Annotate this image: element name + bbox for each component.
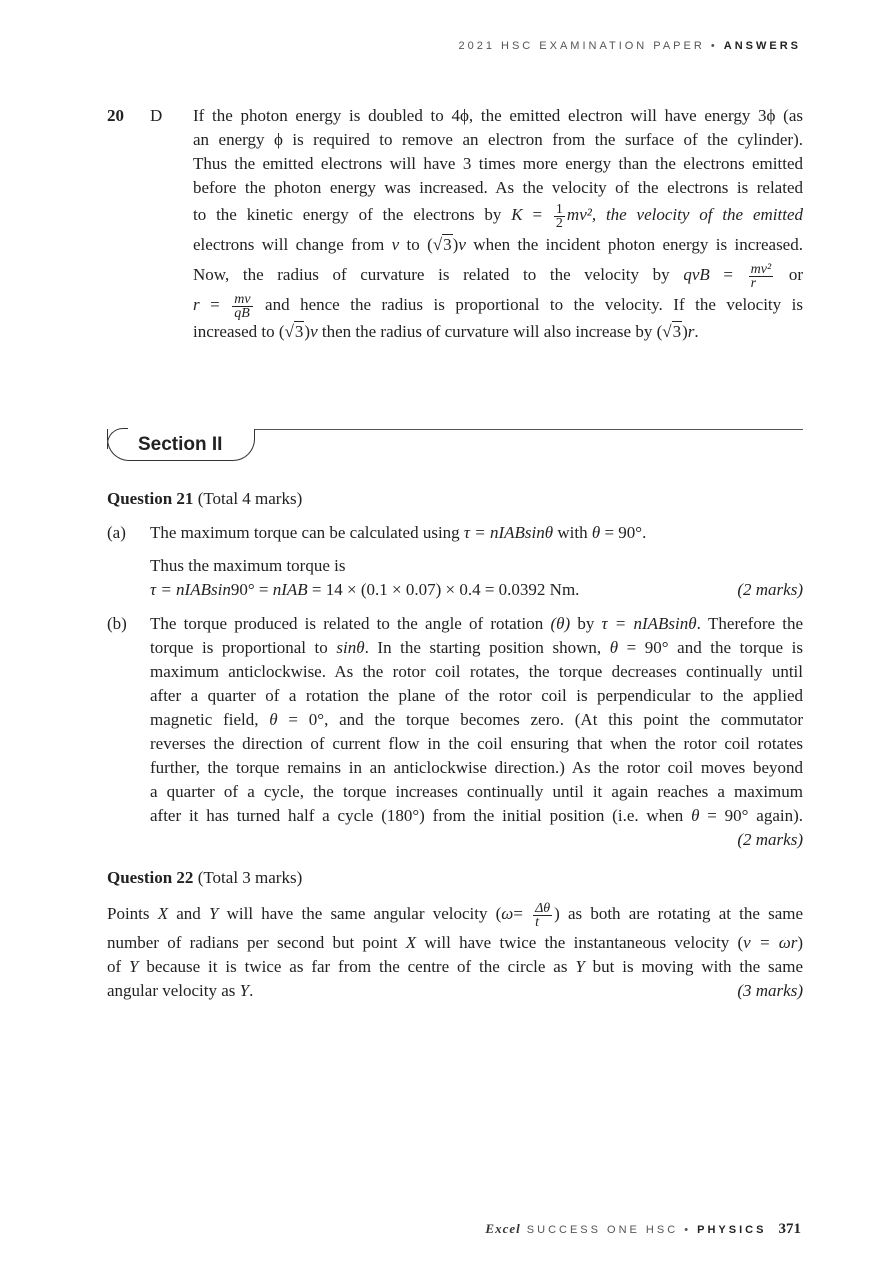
math-var: Y xyxy=(239,981,250,1000)
text-run: ) xyxy=(452,235,459,254)
section-title: Section II xyxy=(138,434,223,455)
text-run: by xyxy=(570,614,602,633)
question-22-answer xyxy=(107,897,803,1003)
explanation-line: Thus the emitted electrons will have 3 times more energy than the electrons emitted xyxy=(193,154,803,173)
text-run: after it has turned half a cycle (180°) from the initial position (i.e. when xyxy=(150,806,692,825)
explanation-line xyxy=(193,290,803,320)
text-run: because it is twice as far from the centre of the circle as xyxy=(138,957,576,976)
question-number: 20 xyxy=(107,106,124,125)
math-expression: τ = nIABsinθ xyxy=(601,614,697,633)
math-var: v xyxy=(391,235,400,254)
text-run: electrons will change from xyxy=(193,235,392,254)
math-var: qvB xyxy=(683,265,710,284)
subject-name: PHYSICS xyxy=(697,1224,767,1236)
part-line: further, the torque remains in an anticlockwise direction.) As the rotor coil moves beyond xyxy=(150,758,803,777)
running-header xyxy=(458,40,801,52)
answer-20 xyxy=(107,104,803,344)
text-run: . xyxy=(249,981,254,1000)
math-expression: v = ωr xyxy=(743,933,798,952)
square-root: √3 xyxy=(432,235,452,254)
square-root: √3 xyxy=(284,322,304,341)
text-run: will have twice the instantaneous velocity ( xyxy=(416,933,744,952)
explanation-line: before the photon energy was increased. As the velocity of the electrons is related xyxy=(193,178,803,197)
math-expression: τ = nIABsinθ xyxy=(463,523,554,542)
text-run: or xyxy=(775,265,803,284)
part-line xyxy=(150,708,803,732)
fraction-denominator: r xyxy=(750,275,757,291)
text-run: . In the starting position shown, xyxy=(364,638,610,657)
part-line: a quarter of a cycle, the torque increases continually until it again reaches a maximum xyxy=(150,782,803,801)
fraction-denominator: 2 xyxy=(555,215,563,231)
question-total: (Total 4 marks) xyxy=(193,489,303,508)
part-line: reverses the direction of current flow in the coil ensuring that when the rotor coil rotates xyxy=(150,734,803,753)
text-run: 90° = xyxy=(230,580,273,599)
math-var: (θ) xyxy=(550,614,571,633)
explanation-line: an energy ϕ is required to remove an electron from the surface of the cylinder). xyxy=(193,130,803,149)
part-label: (a) xyxy=(107,523,126,542)
question-22-heading xyxy=(107,868,302,888)
marks-label: (2 marks) xyxy=(737,830,803,849)
page-number: 371 xyxy=(778,1221,801,1237)
math-var: θ xyxy=(609,638,619,657)
text-run: when the incident photon energy is increased. xyxy=(465,235,803,254)
text-run: = 90° and the torque is xyxy=(618,638,804,657)
text-run: magnetic field, xyxy=(150,710,270,729)
explanation-line xyxy=(193,320,803,344)
marks-label: (3 marks) xyxy=(737,981,803,1000)
fraction-numerator: mv xyxy=(234,291,251,307)
math-var: Y xyxy=(575,957,585,976)
math-var: θ xyxy=(591,523,601,542)
part-line xyxy=(150,521,803,545)
text-run: = xyxy=(513,904,532,923)
text-run: . xyxy=(694,322,699,341)
part-line: Thus the maximum torque is xyxy=(150,556,346,575)
text-run: and xyxy=(168,904,209,923)
math-var: Y xyxy=(208,904,219,923)
math-var: θ xyxy=(269,710,278,729)
text-run: = xyxy=(709,265,747,284)
text-run: and hence the radius is proportional to the velocity. If the velocity is xyxy=(254,295,803,314)
math-var: K xyxy=(511,205,523,224)
text-run: = xyxy=(522,205,552,224)
fraction-numerator: 1 xyxy=(555,201,563,217)
part-label: (b) xyxy=(107,614,127,633)
text-run: then the radius of curvature will also increase by ( xyxy=(317,322,663,341)
explanation-line: If the photon energy is doubled to 4ϕ, the emitted electron will have energy 3ϕ (as xyxy=(193,106,803,125)
explanation-line xyxy=(193,230,803,260)
fraction xyxy=(749,263,774,290)
question-label: Question 21 xyxy=(107,489,194,508)
part-line xyxy=(150,612,803,636)
text-run: will have the same angular velocity ( xyxy=(218,904,502,923)
math-var: v xyxy=(458,235,466,254)
text-run: number of radians per second but point xyxy=(107,933,406,952)
math-var: v xyxy=(310,322,318,341)
part-line xyxy=(150,578,803,602)
header-title: 2021 HSC EXAMINATION PAPER xyxy=(458,40,705,52)
square-root: √3 xyxy=(662,322,682,341)
fraction-numerator: Δθ xyxy=(535,900,551,916)
radicand: 3 xyxy=(294,322,304,341)
question-21-part-b xyxy=(107,612,803,852)
explanation-line xyxy=(193,200,803,230)
text-run: torque is proportional to xyxy=(150,638,337,657)
text-run: . Therefore the xyxy=(696,614,803,633)
text-run: of xyxy=(107,957,130,976)
math-var: X xyxy=(157,904,169,923)
footer-separator: • xyxy=(684,1224,692,1236)
math-var: X xyxy=(405,933,417,952)
text-run: to the kinetic energy of the electrons by xyxy=(193,205,512,224)
marks-label: (2 marks) xyxy=(737,580,803,599)
text-run: = 90°. xyxy=(600,523,647,542)
text-run: mv², the velocity of the emitted xyxy=(566,205,803,224)
text-run: ) xyxy=(304,322,311,341)
math-var: r xyxy=(687,322,695,341)
part-line xyxy=(150,828,803,852)
text-run: Points xyxy=(107,904,158,923)
math-expression: τ = nIABsin xyxy=(150,580,231,599)
answer-letter: D xyxy=(150,106,163,125)
text-run: Now, the radius of curvature is related to the velocity by xyxy=(193,265,684,284)
math-var: r xyxy=(193,295,200,314)
question-label: Question 22 xyxy=(107,868,194,887)
text-run: ) xyxy=(682,322,688,341)
brand-logo: Excel xyxy=(485,1221,521,1236)
explanation-line xyxy=(193,260,803,290)
text-run: angular velocity as xyxy=(107,981,240,1000)
text-run: The maximum torque can be calculated using xyxy=(150,523,464,542)
radicand: 3 xyxy=(672,322,682,341)
fraction xyxy=(554,203,565,230)
fraction-numerator: mv² xyxy=(750,261,772,277)
text-run: = xyxy=(199,295,231,314)
text-run: The torque produced is related to the angle of rotation xyxy=(150,614,551,633)
math-var: Y xyxy=(129,957,139,976)
question-21-part-a xyxy=(107,521,803,602)
fraction-denominator: t xyxy=(535,914,539,930)
series-name: SUCCESS ONE HSC xyxy=(526,1224,679,1236)
question-total: (Total 3 marks) xyxy=(193,868,303,887)
part-line: after a quarter of a rotation the plane of the rotor coil is perpendicular to the applied xyxy=(150,686,803,705)
text-run: ) xyxy=(797,933,804,952)
part-line xyxy=(150,804,803,828)
question-21-heading xyxy=(107,489,302,509)
part-line xyxy=(150,636,803,660)
text-run: but is moving with the same xyxy=(584,957,803,976)
math-expression: sinθ xyxy=(336,638,365,657)
answer-line xyxy=(107,897,803,931)
answer-line xyxy=(107,931,803,955)
running-footer xyxy=(485,1221,801,1238)
radicand: 3 xyxy=(443,235,452,254)
text-run: increased to ( xyxy=(193,322,285,341)
math-var: ω xyxy=(501,904,514,923)
text-run: = 90° again). xyxy=(699,806,803,825)
answer-explanation xyxy=(193,104,803,344)
text-run: ) as both are rotating at the same xyxy=(554,904,804,923)
fraction xyxy=(232,293,252,320)
text-run: = 14 × (0.1 × 0.07) × 0.4 = 0.0392 Nm. xyxy=(307,580,580,599)
text-run: with xyxy=(553,523,592,542)
fraction xyxy=(533,902,552,929)
math-var: θ xyxy=(691,806,700,825)
part-line: maximum anticlockwise. As the rotor coil rotates, the torque decreases continually until xyxy=(150,662,803,681)
fraction-denominator: qB xyxy=(234,305,250,321)
header-separator: • xyxy=(710,40,718,52)
answer-line xyxy=(107,955,803,979)
text-run: to ( xyxy=(399,235,433,254)
math-expression: nIAB xyxy=(272,580,308,599)
text-run: = 0°, and the torque becomes zero. (At this point the commutator xyxy=(277,710,803,729)
header-section: ANSWERS xyxy=(723,40,801,52)
answer-line xyxy=(107,979,803,1003)
